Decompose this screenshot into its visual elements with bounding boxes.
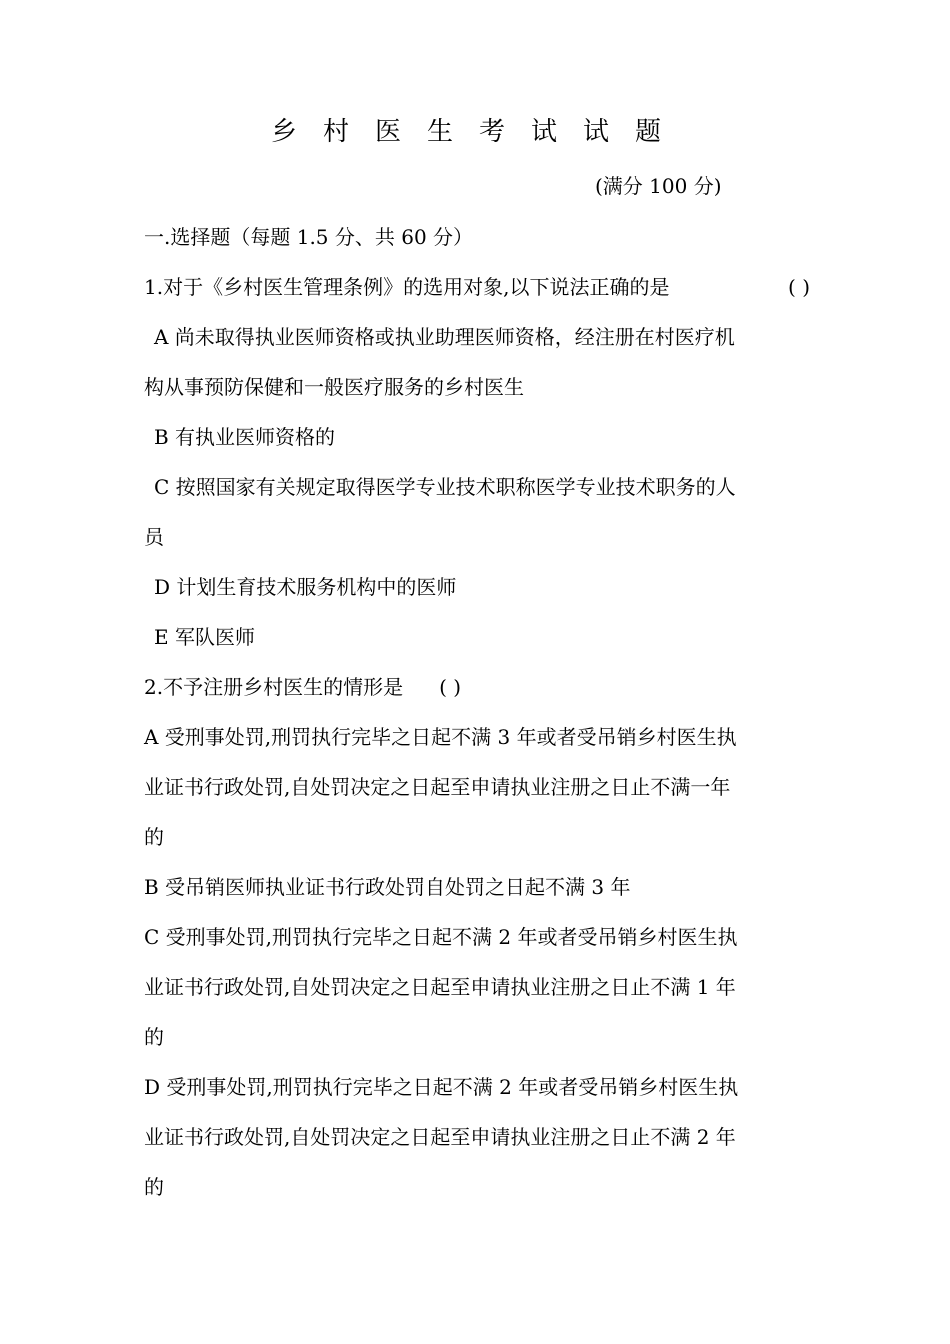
option-b: B 有执业医师资格的 <box>154 425 336 449</box>
option-b: B 受吊销医师执业证书行政处罚自处罚之日起不满 3 年 <box>144 875 631 899</box>
option-c-continued-2: 的 <box>144 1025 164 1049</box>
question-stem-text: 2.不予注册乡村医生的情形是 <box>144 675 404 699</box>
option-c: C 受刑事处罚,刑罚执行完毕之日起不满 2 年或者受吊销乡村医生执 <box>144 925 738 949</box>
option-a: A 尚未取得执业医师资格或执业助理医师资格，经注册在村医疗机 <box>154 325 735 349</box>
option-d: D 受刑事处罚,刑罚执行完毕之日起不满 2 年或者受吊销乡村医生执 <box>144 1075 739 1099</box>
score-note: (满分 100 分) <box>595 174 722 198</box>
question-stem <box>144 262 810 312</box>
option-a: A 受刑事处罚,刑罚执行完毕之日起不满 3 年或者受吊销乡村医生执 <box>144 725 737 749</box>
option-c-continued: 业证书行政处罚,自处罚决定之日起至申请执业注册之日止不满 1 年 <box>144 975 736 999</box>
exam-title: 乡村医生考试试题 <box>270 117 687 147</box>
answer-blank: ( ) <box>439 675 462 699</box>
option-d-continued-2: 的 <box>144 1175 164 1199</box>
exam-content <box>144 212 810 1212</box>
section-heading: 一.选择题（每题 1.5 分、共 60 分） <box>144 225 474 249</box>
question-stem <box>144 662 810 712</box>
option-d: D 计划生育技术服务机构中的医师 <box>154 575 457 599</box>
question-1 <box>144 262 810 662</box>
answer-blank: ( ) <box>788 275 810 299</box>
question-2 <box>144 662 810 1212</box>
option-c-continued: 员 <box>144 525 164 549</box>
option-a-continued-2: 的 <box>144 825 164 849</box>
option-c: C 按照国家有关规定取得医学专业技术职称医学专业技术职务的人 <box>154 475 736 499</box>
question-stem-text: 1.对于《乡村医生管理条例》的选用对象,以下说法正确的是 <box>144 275 670 299</box>
option-a-continued: 业证书行政处罚,自处罚决定之日起至申请执业注册之日止不满一年 <box>144 775 731 799</box>
option-e: E 军队医师 <box>154 625 255 649</box>
option-a-continued: 构从事预防保健和一般医疗服务的乡村医生 <box>144 375 524 399</box>
option-d-continued: 业证书行政处罚,自处罚决定之日起至申请执业注册之日止不满 2 年 <box>144 1125 736 1149</box>
